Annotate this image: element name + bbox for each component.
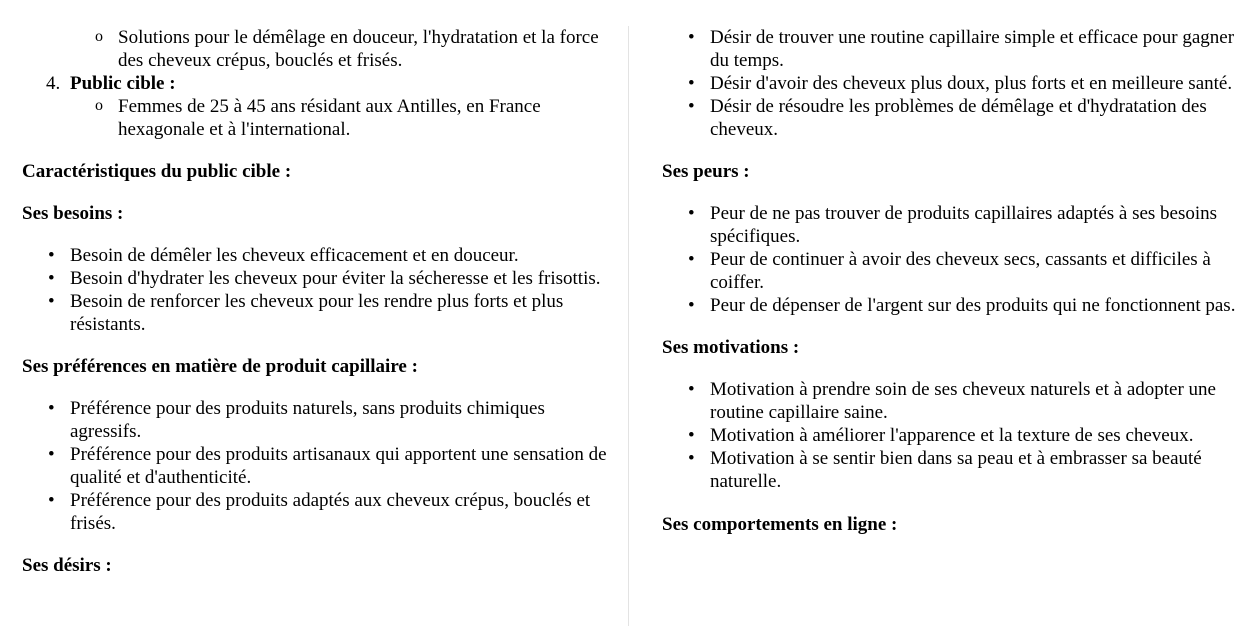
heading-fears: Ses peurs : — [662, 161, 750, 182]
list-item: • Désir de résoudre les problèmes de démêlage et d'hydratation des cheveux. — [710, 95, 1237, 141]
public-cible-label: Public cible : — [70, 73, 176, 94]
list-item: • Préférence pour des produits artisanaux qui apportent une sensation de qualité et d'authenticité. — [70, 443, 607, 489]
desires-list — [662, 26, 1237, 141]
list-item: o Femmes de 25 à 45 ans résidant aux Antilles, en France hexagonale et à l'international. — [118, 95, 607, 141]
list-item: • Motivation à se sentir bien dans sa peau et à embrasser sa beauté naturelle. — [710, 447, 1237, 493]
list-item: • Besoin de démêler les cheveux efficacement et en douceur. — [70, 244, 607, 267]
list-item: • Besoin de renforcer les cheveux pour les rendre plus forts et plus résistants. — [70, 290, 607, 336]
list-item: • Désir d'avoir des cheveux plus doux, plus forts et en meilleure santé. — [710, 72, 1237, 95]
fears-list — [662, 202, 1237, 317]
column-divider — [628, 26, 629, 626]
preferences-list — [22, 397, 607, 535]
list-item: • Peur de continuer à avoir des cheveux secs, cassants et difficiles à coiffer. — [710, 248, 1237, 294]
solutions-sublist — [22, 26, 607, 72]
heading-online-behaviour: Ses comportements en ligne : — [662, 514, 898, 535]
list-item: o Solutions pour le démêlage en douceur, l'hydratation et la force des cheveux crépus, bouclés et frisés. — [118, 26, 607, 72]
public-cible-sublist — [22, 95, 607, 141]
heading-needs: Ses besoins : — [22, 203, 124, 224]
item-number: 4. — [46, 73, 61, 94]
list-item: • Préférence pour des produits naturels, sans produits chimiques agressifs. — [70, 397, 607, 443]
list-item: • Désir de trouver une routine capillaire simple et efficace pour gagner du temps. — [710, 26, 1237, 72]
left-column — [22, 0, 607, 639]
heading-desires: Ses désirs : — [22, 555, 112, 576]
list-item: • Motivation à prendre soin de ses cheveux naturels et à adopter une routine capillaire saine. — [710, 378, 1237, 424]
heading-preferences: Ses préférences en matière de produit capillaire : — [22, 356, 418, 377]
heading-characteristics: Caractéristiques du public cible : — [22, 161, 292, 182]
heading-motivations: Ses motivations : — [662, 337, 800, 358]
list-item: • Préférence pour des produits adaptés aux cheveux crépus, bouclés et frisés. — [70, 489, 607, 535]
numbered-item-public-cible — [22, 72, 607, 95]
list-item: • Peur de ne pas trouver de produits capillaires adaptés à ses besoins spécifiques. — [710, 202, 1237, 248]
list-item: • Besoin d'hydrater les cheveux pour éviter la sécheresse et les frisottis. — [70, 267, 607, 290]
list-item: • Peur de dépenser de l'argent sur des produits qui ne fonctionnent pas. — [710, 294, 1237, 317]
list-item: • Motivation à améliorer l'apparence et la texture de ses cheveux. — [710, 424, 1237, 447]
right-column — [662, 0, 1237, 639]
motivations-list — [662, 378, 1237, 493]
needs-list — [22, 244, 607, 336]
